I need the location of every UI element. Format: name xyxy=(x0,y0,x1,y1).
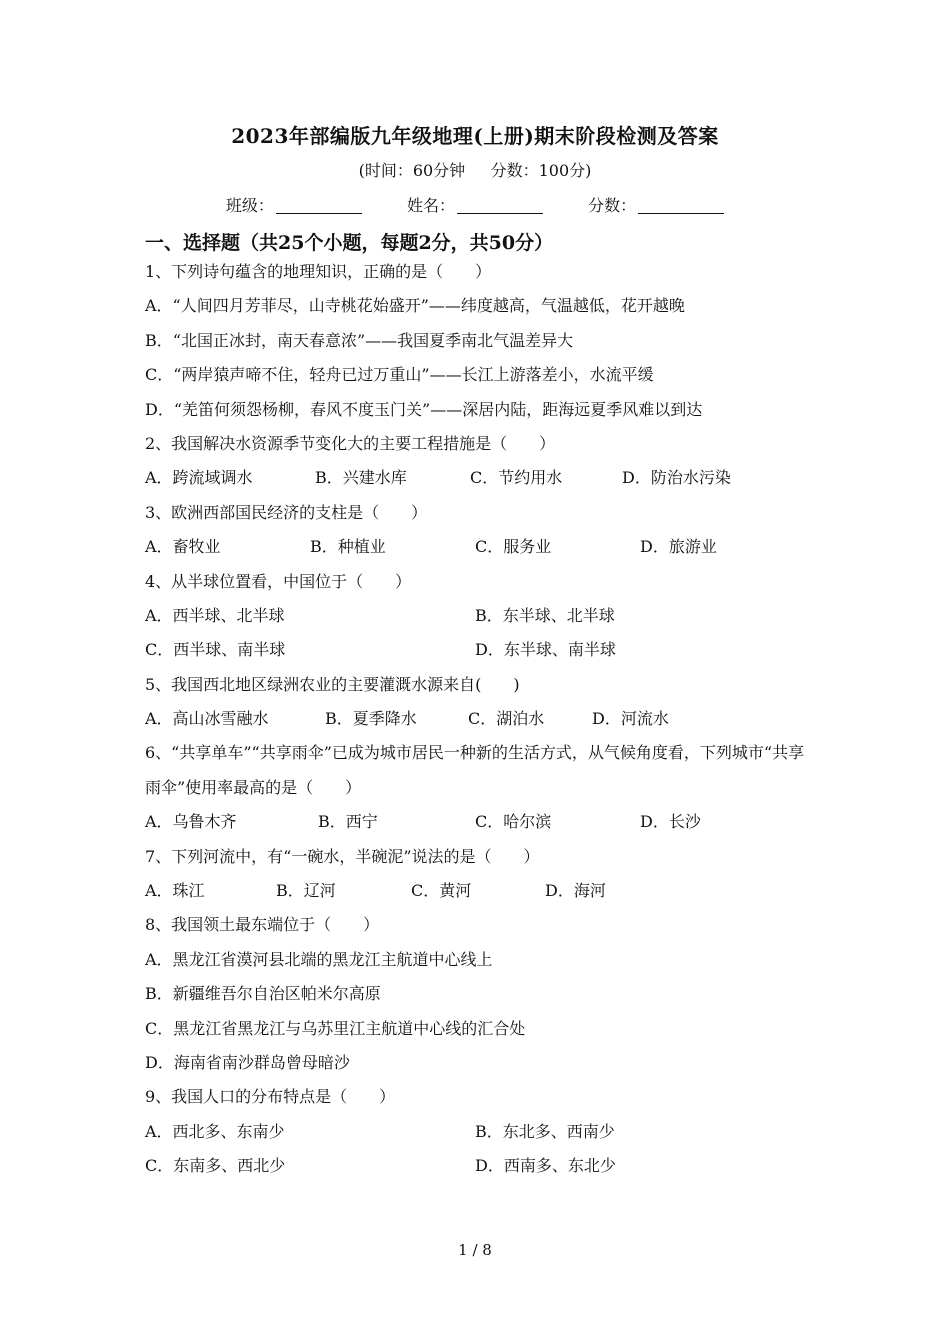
question-8-option-b: B．新疆维吾尔自治区帕米尔高原 xyxy=(145,984,381,1004)
question-6-stem: 6、“共享单车”“共享雨伞”已成为城市居民一种新的生活方式，从气候角度看，下列城市“共享雨伞”使用率最高的是（ ） xyxy=(145,743,805,797)
question-6-option-c: C．哈尔滨 xyxy=(475,812,552,832)
question-9-options-row1 xyxy=(145,1115,815,1149)
document-title: 2023年部编版九年级地理(上册)期末阶段检测及答案 xyxy=(231,124,719,148)
question-6-option-d: D．长沙 xyxy=(640,812,701,832)
question-2-options xyxy=(145,461,815,495)
question-7-option-b: B．辽河 xyxy=(276,881,336,901)
name-label: 姓名： xyxy=(406,196,455,215)
question-9-stem: 9、我国人口的分布特点是（ ） xyxy=(145,1087,396,1107)
question-8-option-c: C．黑龙江省黑龙江与乌苏里江主航道中心线的汇合处 xyxy=(145,1018,526,1038)
question-1-option-c: C．“两岸猿声啼不住，轻舟已过万重山”——长江上游落差小，水流平缓 xyxy=(145,365,654,385)
question-9-options-row2 xyxy=(145,1149,815,1183)
question-5-option-b: B．夏季降水 xyxy=(325,709,417,729)
question-1-option-d: D．“羌笛何须怨杨柳，春风不度玉门关”——深居内陆，距海远夏季风难以到达 xyxy=(145,399,703,419)
question-6-options xyxy=(145,805,815,839)
question-2-stem: 2、我国解决水资源季节变化大的主要工程措施是（ ） xyxy=(145,433,556,453)
question-4-option-c: C．西半球、南半球 xyxy=(145,640,286,660)
question-3-stem: 3、欧洲西部国民经济的支柱是（ ） xyxy=(145,502,428,522)
question-5-option-a: A．高山冰雪融水 xyxy=(145,709,269,729)
question-3-option-b: B．种植业 xyxy=(310,537,386,557)
question-1-option-b: B．“北国正冰封，南天春意浓”——我国夏季南北气温差异大 xyxy=(145,330,574,350)
question-3-option-a: A．畜牧业 xyxy=(145,537,221,557)
question-3-option-d: D．旅游业 xyxy=(640,537,717,557)
page-number: 1 / 8 xyxy=(458,1241,492,1259)
question-6-option-a: A．乌鲁木齐 xyxy=(145,812,237,832)
question-8-option-d: D．海南省南沙群岛曾母暗沙 xyxy=(145,1053,350,1073)
question-5-stem: 5、我国西北地区绿洲农业的主要灌溉水源来自( ) xyxy=(145,674,520,694)
name-blank xyxy=(457,197,543,214)
question-4-option-a: A．西半球、北半球 xyxy=(145,605,285,625)
question-4-option-b: B．东半球、北半球 xyxy=(475,605,615,625)
question-9-option-a: A．西北多、东南少 xyxy=(145,1121,285,1141)
question-list xyxy=(145,255,815,1184)
section-title: 一、选择题（共25个小题，每题2分，共50分） xyxy=(145,232,554,254)
question-1-option-a: A．“人间四月芳菲尽，山寺桃花始盛开”——纬度越高，气温越低，花开越晚 xyxy=(145,296,685,316)
question-6-option-b: B．西宁 xyxy=(318,812,378,832)
score-blank xyxy=(638,197,724,214)
question-7-stem: 7、下列河流中，有“一碗水，半碗泥”说法的是（ ） xyxy=(145,846,540,866)
question-9-option-d: D．西南多、东北少 xyxy=(475,1156,616,1176)
question-1-stem: 1、下列诗句蕴含的地理知识，正确的是（ ） xyxy=(145,262,492,281)
question-8-option-a: A．黑龙江省漠河县北端的黑龙江主航道中心线上 xyxy=(145,949,493,969)
name-field xyxy=(407,193,543,216)
question-4-options-row2 xyxy=(145,633,815,667)
question-7-options xyxy=(145,874,815,908)
score-label: 分数： xyxy=(588,196,637,215)
question-7-option-d: D．海河 xyxy=(545,881,606,901)
question-2-option-c: C．节约用水 xyxy=(470,468,563,488)
question-4-stem: 4、从半球位置看，中国位于（ ） xyxy=(145,571,412,591)
student-info-line xyxy=(0,193,950,216)
class-field xyxy=(226,193,362,216)
question-9-option-b: B．东北多、西南少 xyxy=(475,1121,615,1141)
class-label: 班级： xyxy=(225,196,274,215)
question-2-option-d: D．防治水污染 xyxy=(622,468,731,488)
question-8-stem: 8、我国领土最东端位于（ ） xyxy=(145,915,380,935)
question-7-option-a: A．珠江 xyxy=(145,881,205,901)
question-4-option-d: D．东半球、南半球 xyxy=(475,640,616,660)
question-4-options-row1 xyxy=(145,599,815,633)
question-7-option-c: C．黄河 xyxy=(411,881,472,901)
question-9-option-c: C．东南多、西北少 xyxy=(145,1156,286,1176)
exam-time-score: (时间：60分钟 分数：100分) xyxy=(358,161,592,180)
question-2-option-b: B．兴建水库 xyxy=(315,468,407,488)
question-5-option-c: C．湖泊水 xyxy=(468,709,545,729)
question-2-option-a: A．跨流域调水 xyxy=(145,468,253,488)
question-5-option-d: D．河流水 xyxy=(592,709,669,729)
question-3-options xyxy=(145,530,815,564)
question-5-options xyxy=(145,702,815,736)
question-3-option-c: C．服务业 xyxy=(475,537,552,557)
score-field xyxy=(588,193,724,216)
class-blank xyxy=(276,197,362,214)
